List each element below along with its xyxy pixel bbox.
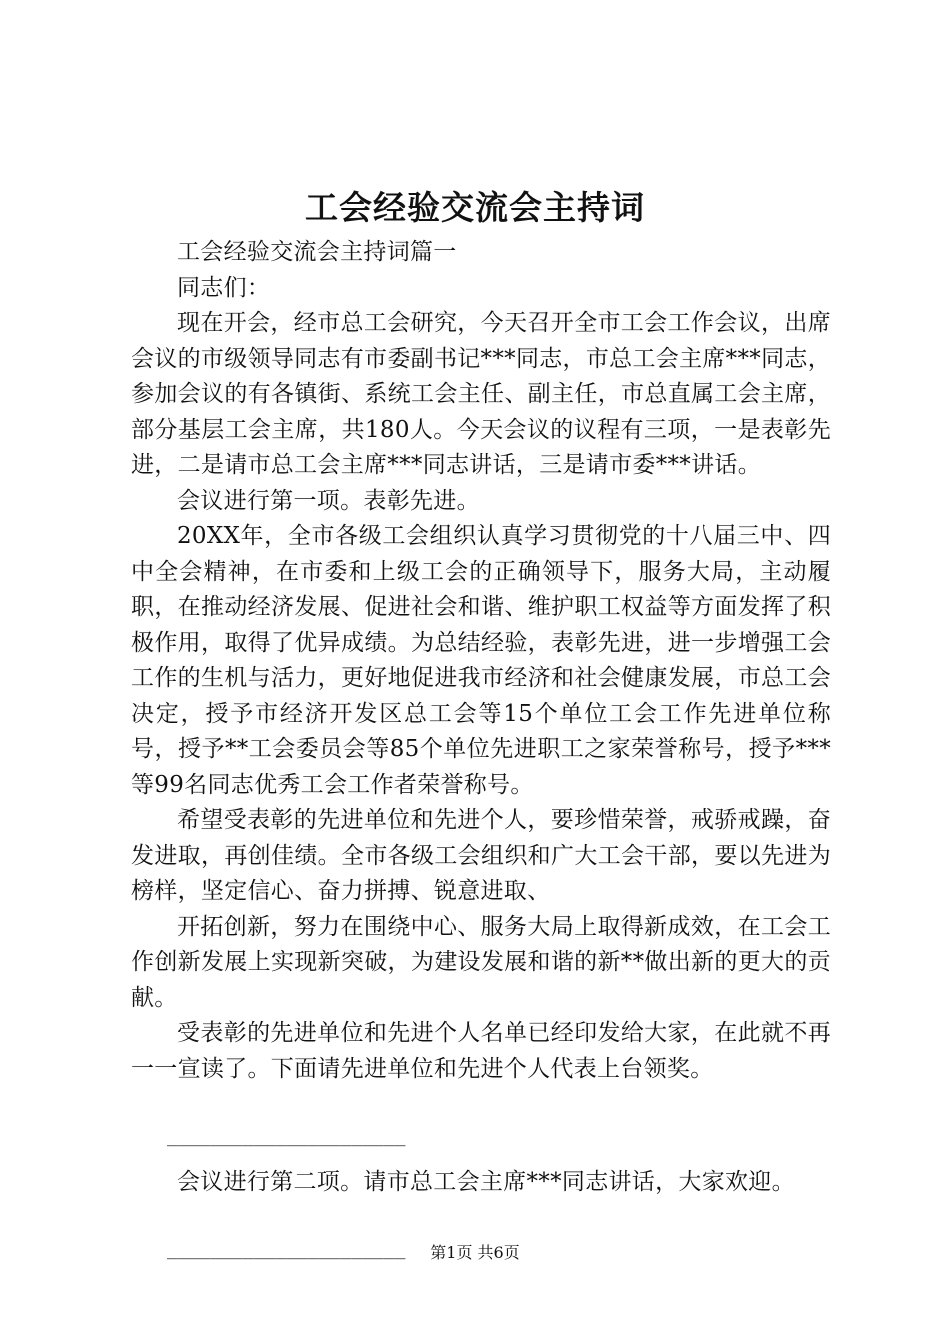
paragraph-hope: 希望受表彰的先进单位和先进个人，要珍惜荣誉，戒骄戒躁，奋发进取，再创佳绩。全市各级工会组织和广大工会干部，要以先进为榜样，坚定信心、奋力拼搏、锐意进取、: [131, 807, 831, 904]
paragraph-item-one: 会议进行第一项。表彰先进。: [177, 487, 480, 514]
document-title: 工会经验交流会主持词: [305, 188, 645, 227]
page-footer: 第1页 共6页: [430, 1243, 520, 1262]
section-heading: 工会经验交流会主持词篇一: [177, 239, 457, 265]
paragraph-commendation: 20XX年，全市各级工会组织认真学习贯彻党的十八届三中、四中全会精神，在市委和上级工会的正确领导下，服务大局，主动履职，在推动经济发展、促进社会和谐、维护职工权益等方面发挥了积极作用，取得了优异成绩。为总结经验，表彰先进，进一步增强工会工作的生机与活力，更好地促进我市经济和社会健康发展，市总工会决定，授予市经济开发区总工会等15个单位工会工作先进单位称号，授予**工会委员会等85个单位先进职工之家荣誉称号，授予***等99名同志优秀工会工作者荣誉称号。: [131, 523, 831, 798]
document-body: [131, 235, 831, 1268]
paragraph-item-two: 会议进行第二项。请市总工会主席***同志讲话，大家欢迎。: [177, 1168, 795, 1195]
salutation: 同志们：: [177, 274, 271, 301]
paragraph-award-list: 受表彰的先进单位和先进个人名单已经印发给大家，在此就不再一一宣读了。下面请先进单位和先进个人代表上台领奖。: [131, 1020, 831, 1082]
separator-line: ______________________: [167, 1126, 406, 1147]
paragraph-innovation: 开拓创新，努力在围绕中心、服务大局上取得新成效，在工会工作创新发展上实现新突破，为建设发展和谐的新**做出新的更大的贡献。: [131, 913, 831, 1011]
separator-line: ______________________: [167, 1239, 406, 1260]
paragraph-opening: 现在开会，经市总工会研究，今天召开全市工会工作会议，出席会议的市级领导同志有市委副书记***同志，市总工会主席***同志，参加会议的有各镇街、系统工会主任、副主任，市总直属工会主席，部分基层工会主席，共180人。今天会议的议程有三项，一是表彰先进，二是请市总工会主席***同志讲话，三是请市委***讲话。: [131, 310, 831, 478]
